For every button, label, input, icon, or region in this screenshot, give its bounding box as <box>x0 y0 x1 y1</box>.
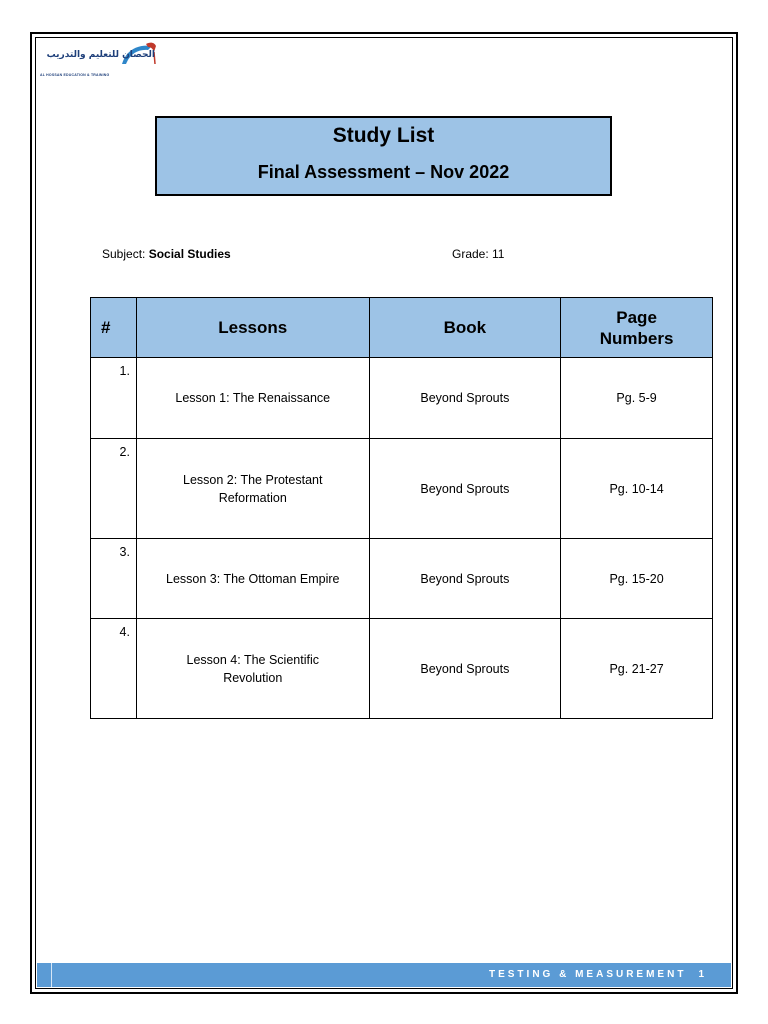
header-num: # <box>91 298 137 358</box>
lesson-line1: Lesson 1: The Renaissance <box>175 391 331 405</box>
header-page-line1: Page <box>616 307 657 327</box>
subject-label: Subject: <box>102 247 149 261</box>
row-lesson <box>136 619 369 719</box>
row-num: 2. <box>91 439 137 539</box>
row-num: 1. <box>91 358 137 439</box>
footer-label: TESTING & MEASUREMENT <box>488 969 687 980</box>
lesson-line1: Lesson 4: The Scientific <box>186 652 319 667</box>
lesson-line1: Lesson 2: The Protestant <box>183 472 323 487</box>
lesson-line2: Revolution <box>223 670 283 685</box>
subject-line <box>102 247 231 261</box>
logo-english-text: AL HOSSAN EDUCATION & TRAINING <box>40 73 110 77</box>
school-logo <box>40 40 165 80</box>
lessons-table <box>90 297 713 719</box>
row-pages: Pg. 5-9 <box>561 358 713 439</box>
page-title: Study List <box>332 124 435 147</box>
row-pages: Pg. 15-20 <box>561 539 713 619</box>
header-book: Book <box>369 298 561 358</box>
footer-text <box>489 969 707 980</box>
footer-divider <box>51 963 52 987</box>
row-book: Beyond Sprouts <box>369 439 561 539</box>
row-num: 3. <box>91 539 137 619</box>
lesson-line1: Lesson 3: The Ottoman Empire <box>166 571 340 586</box>
row-book: Beyond Sprouts <box>369 539 561 619</box>
table-row <box>91 619 713 719</box>
subject-value: Social Studies <box>148 247 231 261</box>
header-page-numbers <box>561 298 713 358</box>
row-book: Beyond Sprouts <box>369 358 561 439</box>
row-pages: Pg. 10-14 <box>561 439 713 539</box>
table-row <box>91 439 713 539</box>
row-lesson <box>136 439 369 539</box>
table-header-row <box>91 298 713 358</box>
title-box <box>155 116 612 196</box>
row-pages: Pg. 21-27 <box>561 619 713 719</box>
row-lesson <box>136 539 369 619</box>
header-lessons: Lessons <box>136 298 369 358</box>
lesson-line2: Reformation <box>218 490 287 505</box>
row-lesson <box>136 358 369 439</box>
page-subtitle: Final Assessment – Nov 2022 <box>257 162 510 182</box>
row-num: 4. <box>91 619 137 719</box>
logo-arabic-text: الحصان للتعليم والتدريب <box>46 50 155 60</box>
table-row <box>91 358 713 439</box>
footer-bar <box>37 963 731 987</box>
row-book: Beyond Sprouts <box>369 619 561 719</box>
header-page-line2: Numbers <box>599 328 674 348</box>
grade-line: Grade: 11 <box>452 247 505 261</box>
table-row <box>91 539 713 619</box>
page-number: 1 <box>698 969 707 980</box>
